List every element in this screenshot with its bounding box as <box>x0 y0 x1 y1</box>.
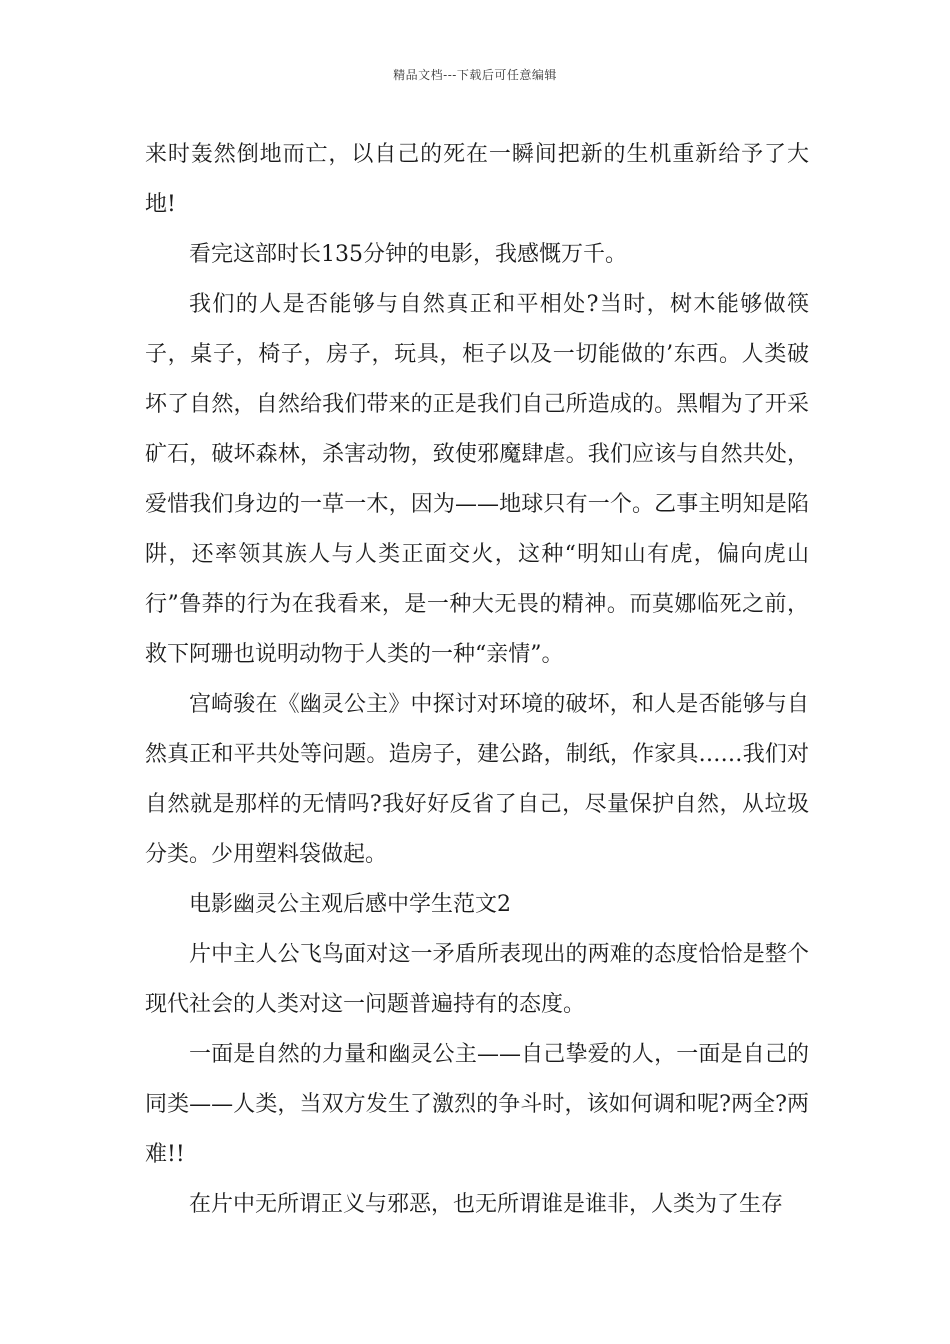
paragraph: 看完这部时长135分钟的电影，我感慨万千。 <box>189 242 627 267</box>
paragraph: 来时轰然倒地而亡，以自己的死在一瞬间把新的生机重新给予了大地! <box>145 142 809 217</box>
page-header: 精品文档---下载后可任意编辑 <box>393 68 557 82</box>
section-heading: 电影幽灵公主观后感中学生范文2 <box>189 892 511 917</box>
paragraph: 我们的人是否能够与自然真正和平相处?当时，树木能够做筷子，桌子，椅子，房子，玩具，柜子以及一切能做的’东西。人类破坏了自然，自然给我们带来的正是我们自己所造成的。黑帽为了开采矿石，破坏森林，杀害动物，致使邪魔肆虐。我们应该与自然共处，爱惜我们身边的一草一木，因为——地球只有一个。乙事主明知是陷阱，还率领其族人与人类正面交火，这种“明知山有虎，偏向虎山行”鲁莽的行为在我看来，是一种大无畏的精神。而莫娜临死之前，救下阿珊也说明动物于人类的一种“亲情”。 <box>145 292 810 667</box>
paragraph: 一面是自然的力量和幽灵公主——自己挚爱的人，一面是自己的同类——人类，当双方发生了激烈的争斗时，该如何调和呢?两全?两难!! <box>145 1042 809 1167</box>
document-body <box>145 130 809 1230</box>
paragraph: 在片中无所谓正义与邪恶，也无所谓谁是谁非，人类为了生存 <box>189 1192 784 1217</box>
paragraph: 宫崎骏在《幽灵公主》中探讨对环境的破坏，和人是否能够与自然真正和平共处等问题。造房子，建公路，制纸，作家具……我们对自然就是那样的无情吗?我好好反省了自己，尽量保护自然，从垃圾分类。少用塑料袋做起。 <box>145 692 809 867</box>
paragraph: 片中主人公飞鸟面对这一矛盾所表现出的两难的态度恰恰是整个现代社会的人类对这一问题普遍持有的态度。 <box>145 942 809 1017</box>
